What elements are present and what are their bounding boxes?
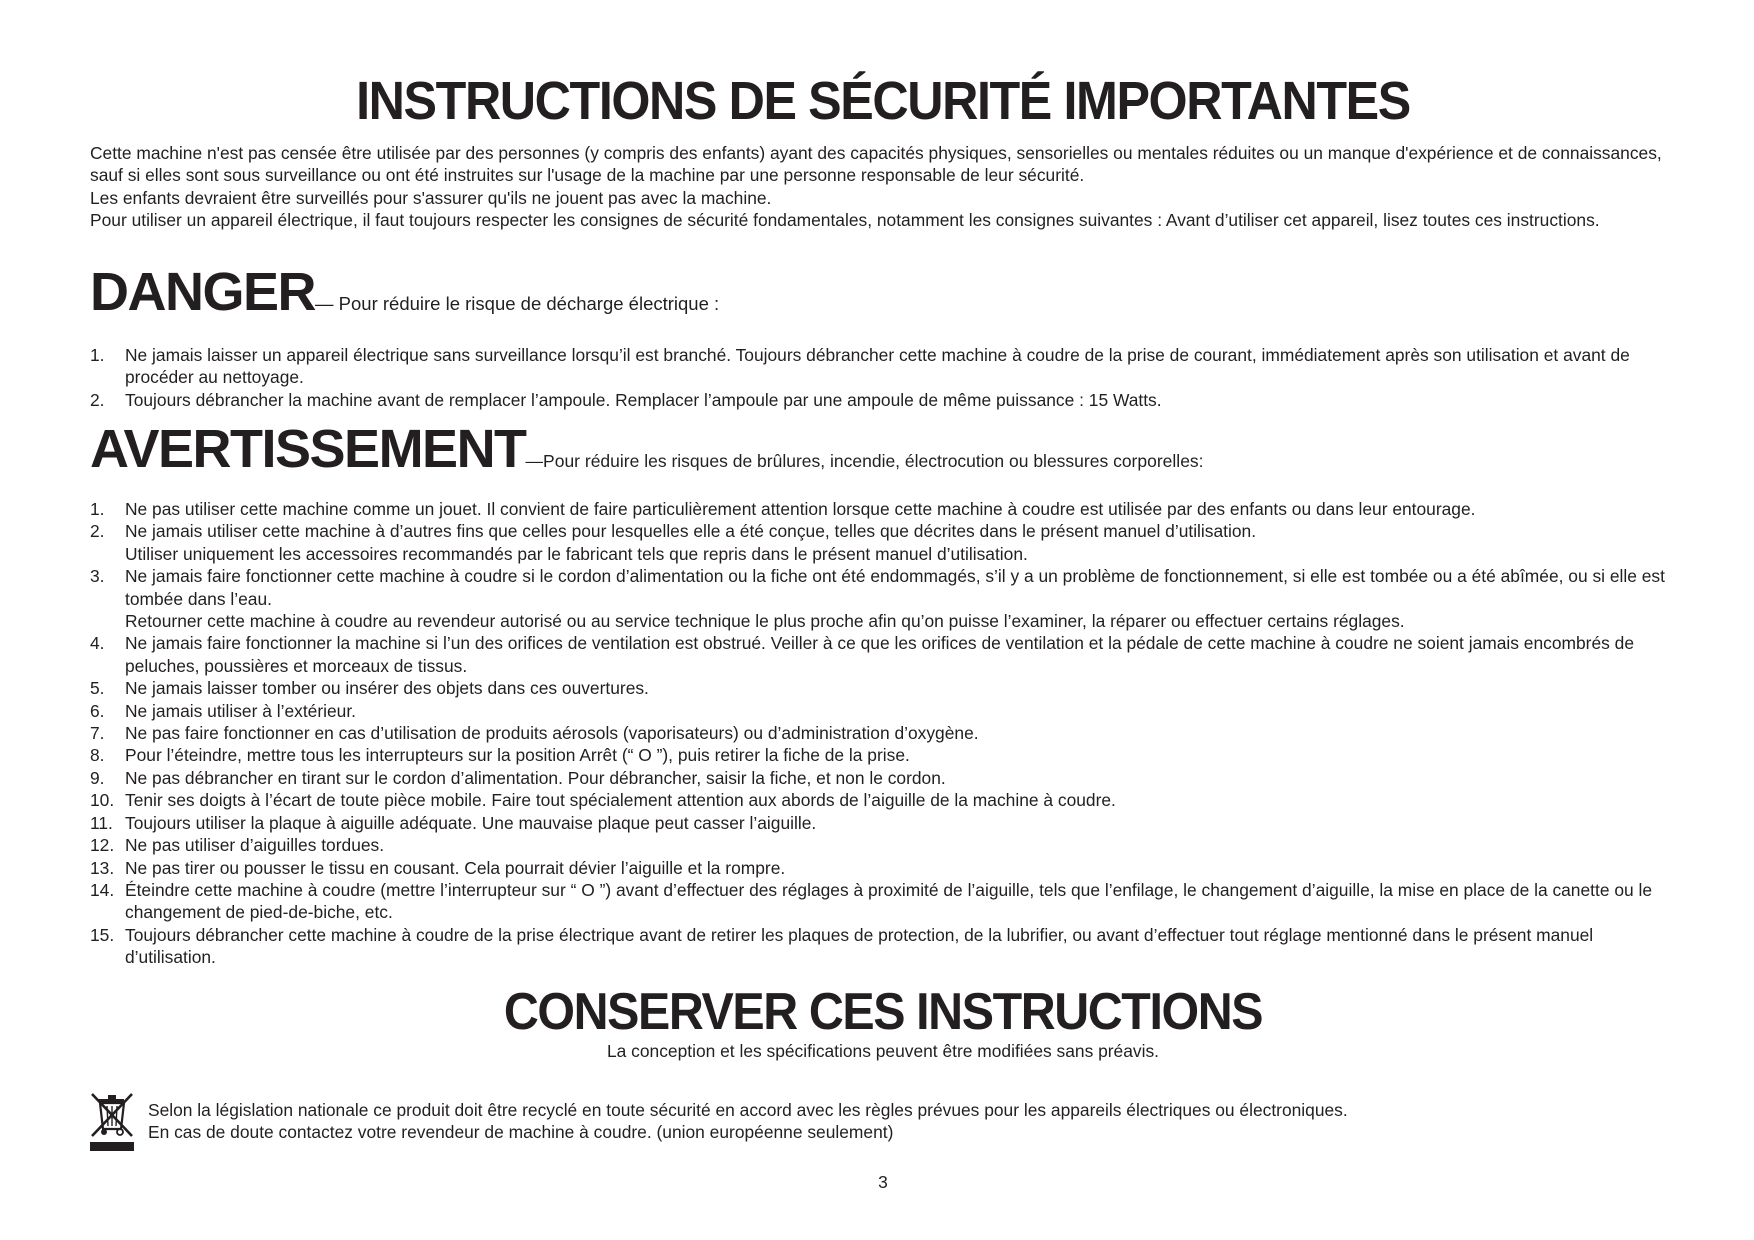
item-number: 1. — [90, 345, 105, 365]
list-item — [90, 812, 1676, 834]
list-item — [90, 767, 1676, 789]
list-item — [90, 722, 1676, 744]
item-text: Ne jamais faire fonctionner cette machine à coudre si le cordon d’alimentation ou la fiche ont été endommagés, s’il y a un problème de fonctionnement, si elle est tombée ou a été abîmée, ou si elle est tombée dans l’eau. — [125, 566, 1665, 609]
manual-page — [90, 0, 1676, 1240]
item-number: 13. — [90, 857, 115, 878]
intro-paragraph: Cette machine n'est pas censée être utilisée par des personnes (y compris des enfants) ayant des capacités physiques, sensorielles ou mentales réduites ou un manque d'expérience et de connaissances, sauf si elles sont sous surveillance ou ont été instruites sur l'usage de la machine par une personne responsable de leur sécurité. — [90, 143, 1662, 186]
danger-subtitle: — Pour réduire le risque de décharge électrique : — [315, 293, 720, 314]
list-item — [90, 879, 1676, 924]
item-text: Toujours débrancher cette machine à coudre de la prise électrique avant de retirer les plaques de protection, de la lubrifier, ou avant d’effectuer tout réglage mentionné dans le présent manuel d’utilisation. — [125, 924, 1594, 968]
item-number: 2. — [90, 521, 105, 542]
item-number: 12. — [90, 835, 115, 856]
list-item — [90, 700, 1676, 722]
list-item — [90, 389, 1676, 411]
item-number: 1. — [90, 499, 105, 519]
list-item — [90, 857, 1676, 879]
intro-paragraph: Pour utiliser un appareil électrique, il faut toujours respecter les consignes de sécurité fondamentales, notamment les consignes suivantes : Avant d’utiliser cet appareil, lisez toutes ces instructions. — [90, 210, 1600, 231]
item-number: 14. — [90, 879, 115, 900]
warning-title: AVERTISSEMENT — [90, 419, 526, 479]
item-text: Ne jamais utiliser cette machine à d’autres fins que celles pour lesquelles elle a été conçue, telles que décrites dans le présent manuel d’utilisation. — [125, 521, 1257, 542]
item-extra-text: Utiliser uniquement les accessoires recommandés par le fabricant tels que repris dans le présent manuel d’utilisation. — [125, 543, 1028, 564]
item-text: Ne jamais faire fonctionner la machine si l’un des orifices de ventilation est obstrué. Veiller à ce que les orifices de ventilation et la pédale de cette machine à coudre ne soient jamais encombrés de peluches, poussières et morceaux de tissus. — [125, 633, 1634, 676]
list-item — [90, 565, 1676, 632]
crossed-out-wheeled-bin-icon — [90, 1090, 134, 1152]
warning-list — [90, 498, 1676, 969]
list-item — [90, 677, 1676, 699]
item-number: 8. — [90, 745, 105, 766]
page-title: INSTRUCTIONS DE SÉCURITÉ IMPORTANTES — [356, 71, 1410, 131]
list-item — [90, 924, 1676, 969]
intro-paragraph: Les enfants devraient être surveillés pour s'assurer qu'ils ne jouent pas avec la machine. — [90, 187, 772, 208]
keep-instructions-title: CONSERVER CES INSTRUCTIONS — [503, 983, 1263, 1041]
item-number: 6. — [90, 700, 105, 721]
intro-text — [90, 142, 1676, 232]
danger-list — [90, 344, 1676, 411]
list-item — [90, 834, 1676, 856]
item-text: Pour l’éteindre, mettre tous les interrupteurs sur la position Arrêt (“ O ”), puis retirer la fiche de la prise. — [125, 745, 910, 766]
list-item — [90, 520, 1676, 565]
list-item — [90, 744, 1676, 766]
item-number: 4. — [90, 633, 105, 654]
item-text: Éteindre cette machine à coudre (mettre l’interrupteur sur “ O ”) avant d’effectuer des réglages à proximité de l’aiguille, tels que l’enfilage, le changement d’aiguille, la mise en place de la canette ou le changement de pied-de-biche, etc. — [125, 879, 1653, 923]
item-text: Toujours utiliser la plaque à aiguille adéquate. Une mauvaise plaque peut casser l’aiguille. — [125, 812, 817, 833]
item-text: Ne pas débrancher en tirant sur le cordon d’alimentation. Pour débrancher, saisir la fiche, et non le cordon. — [125, 767, 946, 788]
item-number: 10. — [90, 790, 115, 811]
item-number: 9. — [90, 767, 105, 788]
list-item — [90, 498, 1676, 520]
item-text: Ne pas utiliser cette machine comme un jouet. Il convient de faire particulièrement attention lorsque cette machine à coudre est utilisée par des enfants ou dans leur entourage. — [125, 499, 1476, 519]
item-number: 7. — [90, 723, 105, 744]
page-number: 3 — [878, 1172, 888, 1192]
disposal-line: Selon la législation nationale ce produit doit être recyclé en toute sécurité en accord avec les règles prévues pour les appareils électriques ou électroniques. — [148, 1100, 1348, 1120]
warning-subtitle: —Pour réduire les risques de brûlures, incendie, électrocution ou blessures corporelles: — [525, 451, 1204, 471]
item-text: Ne pas faire fonctionner en cas d’utilisation de produits aérosols (vaporisateurs) ou d’administration d’oxygène. — [125, 723, 979, 744]
item-number: 2. — [90, 389, 105, 410]
item-text: Ne pas tirer ou pousser le tissu en cousant. Cela pourrait dévier l’aiguille et la rompre. — [125, 857, 786, 878]
danger-heading — [90, 262, 719, 322]
item-number: 11. — [90, 812, 113, 833]
list-item — [90, 344, 1676, 389]
danger-title: DANGER — [90, 262, 316, 322]
disposal-line: En cas de doute contactez votre revendeur de machine à coudre. (union européenne seulement) — [148, 1122, 894, 1143]
item-text: Ne pas utiliser d’aiguilles tordues. — [125, 835, 385, 856]
item-extra-text: Retourner cette machine à coudre au revendeur autorisé ou au service technique le plus proche afin qu’on puisse l’examiner, la réparer ou effectuer certains réglages. — [125, 611, 1405, 632]
specifications-note: La conception et les spécifications peuvent être modifiées sans préavis. — [607, 1041, 1159, 1061]
item-text: Tenir ses doigts à l’écart de toute pièce mobile. Faire tout spécialement attention aux abords de l’aiguille de la machine à coudre. — [125, 790, 1116, 811]
item-number: 15. — [90, 924, 115, 945]
disposal-notice — [148, 1099, 1648, 1144]
warning-heading — [90, 419, 1204, 479]
item-text: Ne jamais utiliser à l’extérieur. — [125, 700, 356, 721]
item-number: 5. — [90, 678, 105, 699]
item-text: Toujours débrancher la machine avant de remplacer l’ampoule. Remplacer l’ampoule par une ampoule de même puissance : 15 Watts. — [125, 389, 1162, 410]
list-item — [90, 789, 1676, 811]
item-text: Ne jamais laisser un appareil électrique sans surveillance lorsqu’il est branché. Toujours débrancher cette machine à coudre de la prise de courant, immédiatement après son utilisation et avant de procéder au nettoyage. — [125, 345, 1630, 388]
item-number: 3. — [90, 566, 105, 587]
item-text: Ne jamais laisser tomber ou insérer des objets dans ces ouvertures. — [125, 678, 649, 699]
list-item — [90, 632, 1676, 677]
